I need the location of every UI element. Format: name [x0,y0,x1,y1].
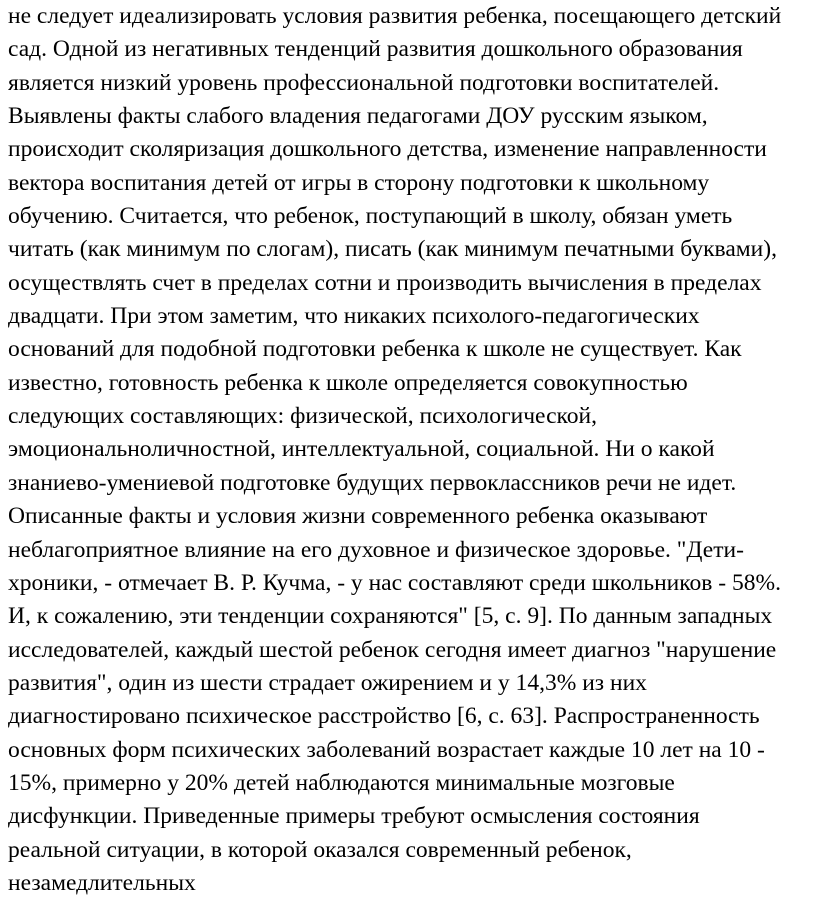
body-text [8,0,816,900]
text-line: основных форм психических заболеваний возрастает каждые 10 лет на 10 - [8,736,765,763]
text-line: читать (как минимум по слогам), писать (как минимум печатными буквами), [8,236,777,263]
text-line: исследователей, каждый шестой ребенок сегодня имеет диагноз "нарушение [8,636,777,663]
text-line: не следует идеализировать условия развития ребенка, посещающего детский [8,3,782,29]
text-line: эмоциональноличностной, интеллектуальной, социальной. Ни о какой [8,436,715,463]
text-line: является низкий уровень профессиональной подготовки воспитателей. [8,69,720,96]
text-line: происходит сколяризация дошкольного детства, изменение направленности [8,136,767,163]
text-line: реальной ситуации, в которой оказался современный ребенок, [8,836,632,863]
text-line: сад. Одной из негативных тенденций развития дошкольного образования [8,36,743,63]
text-line: осуществлять счет в пределах сотни и производить вычисления в пределах [8,269,762,296]
text-line: известно, готовность ребенка к школе определяется совокупностью [8,369,688,396]
text-line: следующих составляющих: физической, психологической, [8,403,597,430]
text-line: И, к сожалению, эти тенденции сохраняются" [5, с. 9]. По данным западных [8,603,773,630]
text-line: диагностировано психическое расстройство [6, с. 63]. Распространенность [8,703,760,730]
text-line: Описанные факты и условия жизни современного ребенка оказывают [8,503,708,530]
text-line: вектора воспитания детей от игры в сторону подготовки к школьному [8,169,710,196]
text-line: знаниево-умениевой подготовке будущих первоклассников речи не идет. [8,469,737,496]
text-line: неблагоприятное влияние на его духовное и физическое здоровье. "Дети- [8,536,744,563]
text-line: двадцати. При этом заметим, что никаких психолого-педагогических [8,303,700,330]
text-line: Выявлены факты слабого владения педагогами ДОУ русским языком, [8,103,708,130]
text-line: дисфункции. Приведенные примеры требуют осмысления состояния [8,803,700,830]
text-line: обучению. Считается, что ребенок, поступающий в школу, обязан уметь [8,203,733,230]
text-line: 15%, примерно у 20% детей наблюдаются минимальные мозговые [8,769,675,796]
text-line: развития", один из шести страдает ожирением и у 14,3% из них [8,669,647,696]
text-line: оснований для подобной подготовки ребенка к школе не существует. Как [8,336,742,363]
text-line: незамедлительных [8,869,196,896]
text-line: хроники, - отмечает В. Р. Кучма, - у нас составляют среди школьников - 58%. [8,569,781,596]
